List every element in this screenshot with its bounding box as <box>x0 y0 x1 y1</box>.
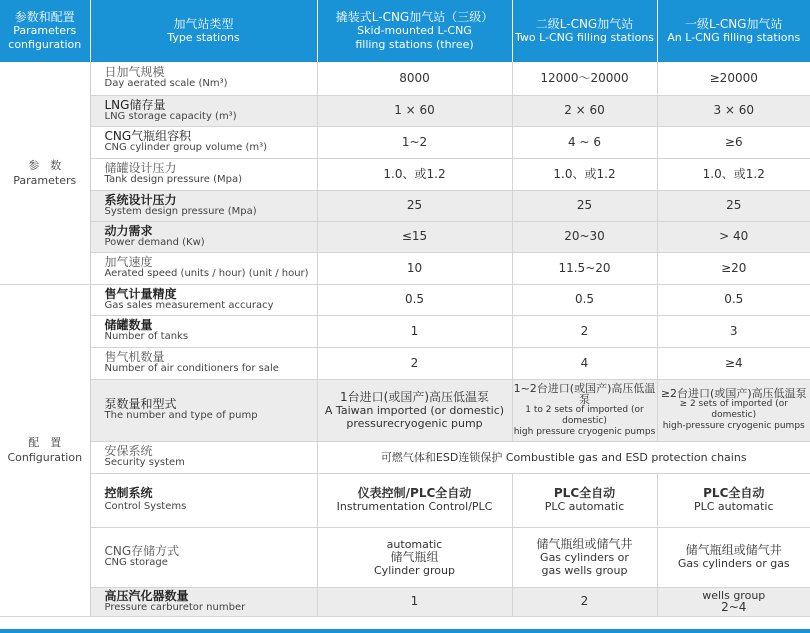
row-label-en: Pressure carburetor number <box>104 601 246 613</box>
table-row <box>0 441 810 473</box>
row-label-zh: 高压汽化器数量 <box>104 588 189 603</box>
cell-value: 1~2 <box>317 126 512 158</box>
header-skid-mounted <box>317 0 512 62</box>
cell-value-en-1: 1 to 2 sets of imported (or domestic) <box>525 404 644 426</box>
cell-value-zh: 储气瓶组或储气井 <box>536 536 633 551</box>
cell-value: 2 <box>512 587 657 616</box>
cell-value: 2 <box>512 315 657 347</box>
cell-value <box>657 473 810 527</box>
cell-value-zh: 储气瓶组或储气井 <box>685 543 782 557</box>
row-label-zh: 安保系统 <box>104 444 153 458</box>
cell-value: 1 <box>317 587 512 616</box>
cell-value-en-2: high-pressure cryogenic pumps <box>662 421 805 431</box>
table-row <box>0 221 810 252</box>
cell-value: 12000～20000 <box>512 62 657 95</box>
row-label-zh: 售气机数量 <box>104 350 165 364</box>
cell-value: 1.0、或1.2 <box>512 158 657 190</box>
cell-value: 0.5 <box>512 284 657 315</box>
table-row <box>0 284 810 315</box>
cell-value-en-1: ≥ 2 sets of imported (or domestic) <box>679 399 788 420</box>
cell-value-note: wells group <box>702 589 766 602</box>
header-row <box>0 0 810 62</box>
cell-value-en: Cylinder group <box>374 563 455 577</box>
row-label-en: Number of tanks <box>104 331 189 342</box>
cell-value: 4 ~ 6 <box>512 126 657 158</box>
cell-value: 11.5~20 <box>512 252 657 284</box>
cell-value: ≥6 <box>657 126 810 158</box>
cell-value: 3 × 60 <box>657 95 810 126</box>
cell-value: 25 <box>512 190 657 221</box>
row-label <box>90 190 317 221</box>
row-label-en: System design pressure (Mpa) <box>104 205 257 217</box>
cell-value: 2 × 60 <box>512 95 657 126</box>
header-two-level <box>512 0 657 62</box>
header-type-zh: 加气站类型 <box>173 17 234 31</box>
cell-value: 1 <box>317 315 512 347</box>
table-row <box>0 587 810 616</box>
row-label-zh: 日加气规模 <box>104 65 165 80</box>
header-one-zh: 一级L-CNG加气站 <box>685 17 783 31</box>
row-label <box>90 527 317 587</box>
row-label-en: CNG storage <box>104 557 168 568</box>
header-param-config <box>0 0 90 62</box>
cell-value: 8000 <box>317 62 512 95</box>
cell-value-en-1: A Taiwan imported (or domestic) <box>324 403 505 417</box>
row-label-en: Aerated speed (units / hour) (unit / hour) <box>104 268 309 279</box>
cell-value <box>657 587 810 616</box>
header-type-stations <box>90 0 317 62</box>
row-label <box>90 587 317 616</box>
cell-value-en: PLC automatic <box>693 500 774 513</box>
header-skid-zh: 撬装式L-CNG加气站（三级） <box>335 10 494 24</box>
row-label <box>90 221 317 252</box>
cell-value: 10 <box>317 252 512 284</box>
row-label-en: Tank design pressure (Mpa) <box>104 174 243 185</box>
row-label <box>90 95 317 126</box>
row-label-zh: LNG储存量 <box>104 97 166 112</box>
cell-value-en: PLC automatic <box>544 500 625 513</box>
group-parameters <box>0 62 90 284</box>
cell-value-en-1: Gas cylinders or <box>540 550 629 564</box>
table-row <box>0 252 810 284</box>
header-one-level <box>657 0 810 62</box>
row-label <box>90 473 317 527</box>
row-label-zh: 储罐设计压力 <box>104 161 177 175</box>
cell-value-en-2: gas wells group <box>541 563 628 577</box>
cell-value: ≥20 <box>657 252 810 284</box>
group-configuration <box>0 284 90 616</box>
cell-value-zh: 仪表控制/PLC全自动 <box>357 486 472 500</box>
table-row <box>0 62 810 95</box>
cell-value-zh: PLC全自动 <box>703 486 765 500</box>
header-param-config-en-1: Parameters <box>13 24 77 37</box>
cell-value-en: Gas cylinders or gas <box>677 557 790 570</box>
cell-value: 1.0、或1.2 <box>317 158 512 190</box>
row-label-en: Number of air conditioners for sale <box>104 363 279 374</box>
header-two-en: Two L-CNG filling stations <box>514 31 655 44</box>
cell-value-zh: 储气瓶组 <box>390 549 439 564</box>
cell-value: 25 <box>657 190 810 221</box>
cell-value: > 40 <box>657 221 810 252</box>
cell-value-note: automatic <box>386 537 443 551</box>
cell-value <box>317 527 512 587</box>
cell-value: 2 <box>317 347 512 379</box>
row-label <box>90 252 317 284</box>
row-label-zh: 系统设计压力 <box>104 192 177 207</box>
cell-value: 20~30 <box>512 221 657 252</box>
cell-value <box>512 473 657 527</box>
header-param-config-en-2: configuration <box>8 38 82 51</box>
cell-value: ≥20000 <box>657 62 810 95</box>
row-label-en: Security system <box>104 457 185 468</box>
cell-value: 0.5 <box>317 284 512 315</box>
header-two-zh: 二级L-CNG加气站 <box>535 17 634 31</box>
cell-value: 0.5 <box>657 284 810 315</box>
header-param-config-zh: 参数和配置 <box>14 10 75 24</box>
group-parameters-zh: 参 数 <box>28 158 62 172</box>
row-label <box>90 347 317 379</box>
cell-value: 4 <box>512 347 657 379</box>
row-label <box>90 62 317 95</box>
cell-value-zh: PLC全自动 <box>553 486 616 500</box>
row-label <box>90 441 317 473</box>
row-label-en: Power demand (Kw) <box>104 236 205 248</box>
row-label-en: LNG storage capacity (m³) <box>104 110 237 122</box>
row-label-zh: 泵数量和型式 <box>104 397 177 411</box>
row-label-en: Day aerated scale (Nm³) <box>104 78 228 90</box>
header-skid-en-1: Skid-mounted L-CNG <box>357 24 472 37</box>
table-row <box>0 126 810 158</box>
row-label-en: CNG cylinder group volume (m³) <box>104 142 267 153</box>
cell-value-en-2: high pressure cryogenic pumps <box>513 426 656 437</box>
table-row <box>0 473 810 527</box>
row-label-en: Control Systems <box>104 501 187 512</box>
row-label-zh: CNG存储方式 <box>104 544 180 558</box>
table-row <box>0 190 810 221</box>
cell-value <box>657 379 810 441</box>
bottom-accent-bar <box>0 629 810 633</box>
cell-value: 3 <box>657 315 810 347</box>
cell-value: ≤15 <box>317 221 512 252</box>
cell-value-merged: 可燃气体和ESD连锁保护 Combustible gas and ESD protection chains <box>317 441 810 473</box>
cell-value-main: 2~4 <box>721 600 747 614</box>
cell-value-zh: 1~2台进口(或国产)高压低温泵 <box>513 381 656 406</box>
cell-value-en: Instrumentation Control/PLC <box>336 500 493 513</box>
header-type-en: Type stations <box>167 31 240 44</box>
row-label <box>90 158 317 190</box>
row-label-zh: 控制系统 <box>104 486 153 500</box>
row-label-zh: CNG气瓶组容积 <box>104 129 192 143</box>
row-label-zh: 售气计量精度 <box>104 286 177 301</box>
header-skid-en-2: filling stations (three) <box>355 38 474 51</box>
group-configuration-en: Configuration <box>7 451 83 464</box>
cell-value: ≥4 <box>657 347 810 379</box>
cell-value <box>512 527 657 587</box>
group-parameters-en: Parameters <box>13 173 77 187</box>
cell-value <box>317 379 512 441</box>
cell-value: 1 × 60 <box>317 95 512 126</box>
row-label <box>90 379 317 441</box>
cell-value: 25 <box>317 190 512 221</box>
row-label-zh: 加气速度 <box>104 255 153 269</box>
row-label <box>90 315 317 347</box>
cell-value <box>657 527 810 587</box>
cell-value-zh: 1台进口(或国产)高压低温泵 <box>340 389 489 404</box>
table-row <box>0 379 810 441</box>
cell-value-zh: ≥2台进口(或国产)高压低温泵 <box>660 387 807 400</box>
row-label <box>90 284 317 315</box>
cell-value: 1.0、或1.2 <box>657 158 810 190</box>
row-label-en: Gas sales measurement accuracy <box>104 299 274 311</box>
table-row <box>0 527 810 587</box>
cell-value-en-2: pressurecryogenic pump <box>346 416 483 430</box>
table-row <box>0 347 810 379</box>
header-one-en: An L-CNG filling stations <box>667 31 801 44</box>
row-label <box>90 126 317 158</box>
table-row <box>0 158 810 190</box>
group-configuration-zh: 配 置 <box>28 436 62 449</box>
cell-value <box>317 473 512 527</box>
table-row <box>0 95 810 126</box>
row-label-en: The number and type of pump <box>104 410 258 421</box>
cell-value <box>512 379 657 441</box>
row-label-zh: 动力需求 <box>104 223 153 238</box>
row-label-zh: 储罐数量 <box>104 318 153 332</box>
table-row <box>0 315 810 347</box>
